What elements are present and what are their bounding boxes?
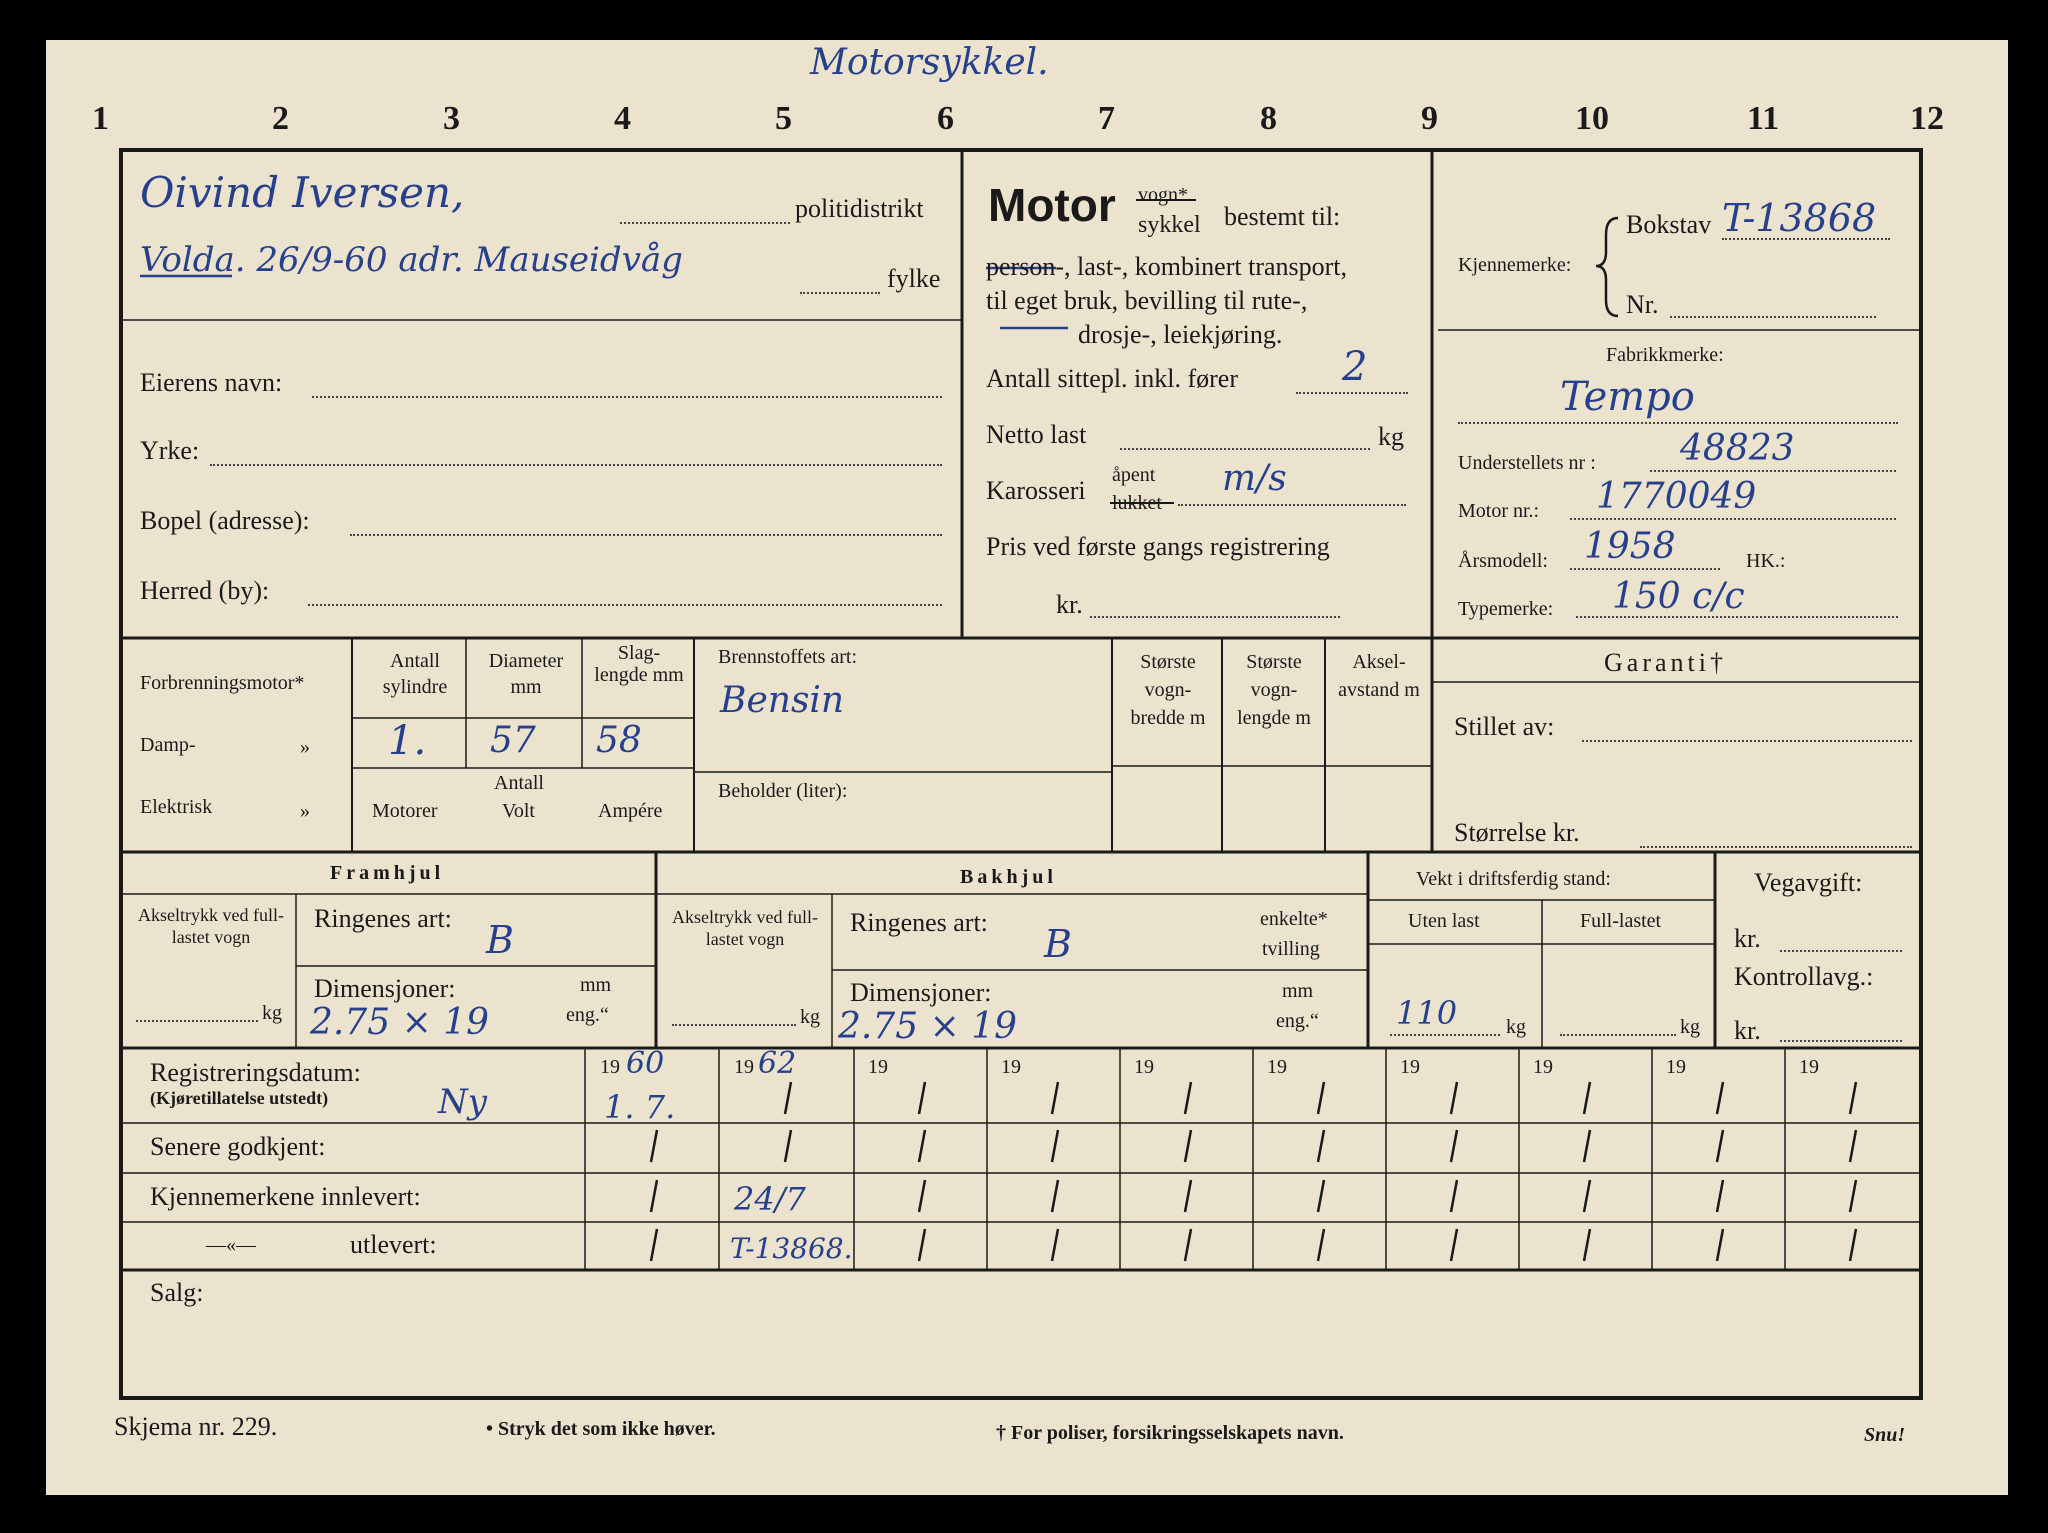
dimensjoner-front-label: Dimensjoner: <box>314 974 456 1003</box>
column-number: 11 <box>1747 100 1780 137</box>
year-prefix: 19 <box>1666 1056 1686 1078</box>
damp-quote: » <box>300 736 310 758</box>
skjema-label: Skjema nr. 229. <box>114 1412 278 1441</box>
ringenes-front-label: Ringenes art: <box>314 904 452 933</box>
politidistrikt-label: politidistrikt <box>795 194 924 223</box>
diameter-header: Diameter mm <box>488 650 564 698</box>
vogn-option: vogn* <box>1138 184 1188 206</box>
column-number: 6 <box>937 100 954 137</box>
column-number: 8 <box>1260 100 1277 137</box>
fylke-handwritten: Volda. 26/9-60 adr. Mauseidvåg <box>140 240 683 280</box>
nr-label: Nr. <box>1626 290 1659 319</box>
kjennemerke-label: Kjennemerke: <box>1458 254 1572 276</box>
lengde-header: Største vogn- lengde m <box>1237 651 1311 729</box>
col2-utlevert: T-13868. <box>730 1232 853 1265</box>
bokstav-value: T-13868 <box>1722 196 1877 240</box>
enkelte-option: enkelte* <box>1260 908 1328 930</box>
purpose-line-1: person-, last-, kombinert transport, <box>986 252 1348 281</box>
sylindre-value: 1. <box>388 718 427 764</box>
snu-note: Snu! <box>1864 1424 1906 1446</box>
bopel-label: Bopel (adresse): <box>140 506 310 535</box>
karosseri-value: m/s <box>1222 458 1287 499</box>
column-number: 4 <box>614 100 631 137</box>
motornr-label: Motor nr.: <box>1458 500 1540 522</box>
hk-label: HK.: <box>1746 550 1786 572</box>
uten-last-header: Uten last <box>1408 910 1480 932</box>
antall-sylindre-header: Antall sylindre <box>382 650 448 698</box>
ringenes-front-value: B <box>486 918 514 962</box>
utlevert-dash: —«— <box>206 1234 256 1256</box>
uten-last-kg: kg <box>1506 1016 1526 1038</box>
ringenes-back-value: B <box>1044 922 1072 966</box>
understell-value: 48823 <box>1680 428 1795 469</box>
fabrikkmerke-label: Fabrikkmerke: <box>1606 344 1724 366</box>
motornr-value: 1770049 <box>1596 476 1757 517</box>
forbrenning-label: Forbrenningsmotor* <box>140 672 305 694</box>
akseltrykk-front-kg: kg <box>262 1002 282 1024</box>
sitteplasser-value: 2 <box>1342 344 1368 390</box>
apent-option: åpent <box>1112 464 1156 486</box>
innlevert-label: Kjennemerkene innlevert: <box>150 1182 421 1211</box>
front-mm: mm <box>580 974 612 996</box>
regdato-label: Registreringsdatum: <box>150 1058 361 1087</box>
weight-title: Vekt i driftsferdig stand: <box>1416 868 1611 890</box>
storrelse-label: Størrelse kr. <box>1454 818 1580 847</box>
year-prefix: 19 <box>1001 1056 1021 1078</box>
fylke-label: fylke <box>887 264 941 293</box>
handwritten-note: Motorsykkel. <box>810 42 1049 83</box>
elektrisk-quote: » <box>300 800 310 822</box>
akseltrykk-back-label: Akseltrykk ved full-lastet vogn <box>672 907 818 949</box>
stryk-note: • Stryk det som ikke høver. <box>486 1418 716 1440</box>
column-number: 12 <box>1910 100 1944 137</box>
akselavstand-header: Aksel- avstand m <box>1338 651 1420 701</box>
antall-header: Antall <box>494 772 544 794</box>
brennstoff-label: Brennstoffets art: <box>718 646 858 668</box>
karosseri-label: Karosseri <box>986 476 1086 505</box>
year-prefix: 19 <box>1267 1056 1287 1078</box>
yrke-label: Yrke: <box>140 436 200 465</box>
lukket-option: lukket <box>1112 492 1162 514</box>
dimensjoner-back-label: Dimensjoner: <box>850 978 992 1007</box>
fabrikkmerke-value: Tempo <box>1560 374 1695 420</box>
column-number: 3 <box>443 100 460 137</box>
year-prefix: 19 <box>734 1056 754 1078</box>
arsmodell-value: 1958 <box>1584 526 1676 567</box>
vegavgift-title: Vegavgift: <box>1754 868 1863 897</box>
netto-label: Netto last <box>986 420 1087 449</box>
damp-label: Damp- <box>140 734 196 756</box>
column-number: 2 <box>272 100 289 137</box>
full-lastet-header: Full-lastet <box>1580 910 1662 932</box>
purpose-line-2: til eget bruk, bevilling til rute-, <box>986 286 1308 315</box>
column-number: 10 <box>1575 100 1609 137</box>
akseltrykk-front-label: Akseltrykk ved full-lastet vogn <box>138 905 284 947</box>
garanti-title: Garanti† <box>1604 648 1727 677</box>
back-mm: mm <box>1282 980 1314 1002</box>
dimensjoner-back-value: 2.75 × 19 <box>838 1006 1018 1047</box>
uten-last-value: 110 <box>1396 994 1458 1032</box>
year-prefix: 19 <box>1134 1056 1154 1078</box>
dimensjoner-front-value: 2.75 × 19 <box>310 1002 490 1043</box>
polise-note: † For poliser, forsikringsselskapets navn. <box>996 1422 1344 1444</box>
typemerke-label: Typemerke: <box>1458 598 1554 620</box>
kontrollavg-kr: kr. <box>1734 1016 1761 1045</box>
sykkel-option: sykkel <box>1138 212 1201 238</box>
column-number: 5 <box>775 100 792 137</box>
brennstoff-value: Bensin <box>720 680 845 721</box>
year-prefix: 19 <box>868 1056 888 1078</box>
senere-label: Senere godkjent: <box>150 1132 326 1161</box>
beholder-label: Beholder (liter): <box>718 780 848 802</box>
year-prefix: 19 <box>1533 1056 1553 1078</box>
column-number: 9 <box>1421 100 1438 137</box>
slag-header: Slag- lengde mm <box>594 642 684 686</box>
vegavgift-kr: kr. <box>1734 924 1761 953</box>
owner-name-handwritten: Oivind Iversen, <box>140 168 465 217</box>
bredde-header: Største vogn- bredde m <box>1130 651 1206 729</box>
stillet-label: Stillet av: <box>1454 712 1555 741</box>
pris-label: Pris ved første gangs registrering <box>986 532 1330 561</box>
netto-kg: kg <box>1378 422 1404 451</box>
bokstav-label: Bokstav <box>1626 210 1712 239</box>
motor-title: Motor <box>988 179 1116 231</box>
pris-kr: kr. <box>1056 590 1083 619</box>
eier-label: Eierens navn: <box>140 368 283 397</box>
slag-value: 58 <box>596 720 642 761</box>
diameter-value: 57 <box>490 720 536 761</box>
bestemt-label: bestemt til: <box>1224 202 1341 231</box>
column-number: 7 <box>1098 100 1115 137</box>
akseltrykk-back-kg: kg <box>800 1006 820 1028</box>
column-number: 1 <box>92 100 109 137</box>
front-eng: eng.“ <box>566 1004 609 1026</box>
year-prefix: 19 <box>600 1056 620 1078</box>
kontrollavg-label: Kontrollavg.: <box>1734 962 1874 991</box>
year-prefix: 19 <box>1799 1056 1819 1078</box>
salg-label: Salg: <box>150 1278 204 1307</box>
elektrisk-label: Elektrisk <box>140 796 213 818</box>
ringenes-back-label: Ringenes art: <box>850 908 988 937</box>
ampere-header: Ampére <box>598 800 663 822</box>
ny-value: Ny <box>438 1082 487 1122</box>
col2-year: 62 <box>758 1046 797 1081</box>
col1-date: 1. 7. <box>604 1088 676 1126</box>
understell-label: Understellets nr : <box>1458 452 1596 474</box>
arsmodell-label: Årsmodell: <box>1458 550 1548 572</box>
typemerke-value: 150 c/c <box>1612 576 1745 617</box>
year-prefix: 19 <box>1400 1056 1420 1078</box>
herred-label: Herred (by): <box>140 576 270 605</box>
bakhjul-title: Bakhjul <box>960 866 1057 888</box>
col2-innlevert: 24/7 <box>734 1180 806 1218</box>
full-lastet-kg: kg <box>1680 1016 1700 1038</box>
volt-header: Volt <box>502 800 535 822</box>
back-eng: eng.“ <box>1276 1010 1319 1032</box>
motorer-header: Motorer <box>372 800 438 822</box>
purpose-line-3: drosje-, leiekjøring. <box>1078 320 1283 349</box>
sitteplasser-label: Antall sittepl. inkl. fører <box>986 364 1239 393</box>
utlevert-label: utlevert: <box>350 1230 437 1259</box>
kjoretillatelse-label: (Kjøretillatelse utstedt) <box>150 1088 329 1108</box>
framhjul-title: Framhjul <box>330 862 445 884</box>
col1-year: 60 <box>626 1046 665 1081</box>
tvilling-option: tvilling <box>1262 938 1320 960</box>
